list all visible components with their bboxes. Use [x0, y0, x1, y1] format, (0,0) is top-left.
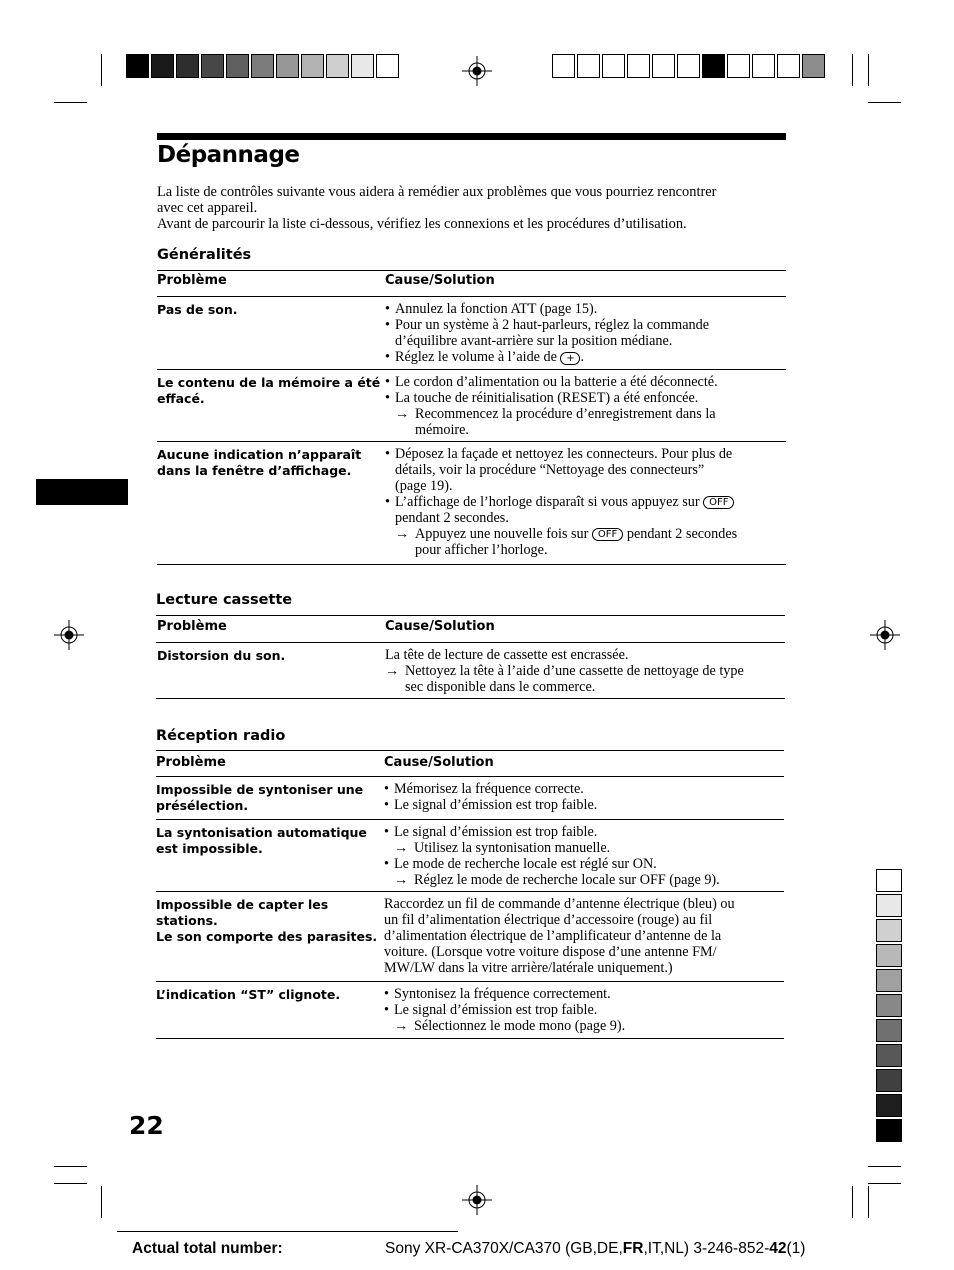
table-rule	[156, 981, 784, 982]
problem-cell	[156, 987, 340, 1003]
solution-line	[385, 478, 737, 494]
problem-text: La syntonisation automatique	[156, 825, 367, 840]
color-swatch	[876, 944, 902, 967]
color-swatch	[876, 1044, 902, 1067]
solution-text: Raccordez un fil de commande d’antenne électrique (bleu) ou	[384, 896, 735, 912]
color-swatch	[876, 969, 902, 992]
solution-text: Le signal d’émission est trop faible.	[394, 797, 598, 813]
color-swatch	[876, 894, 902, 917]
crop-mark	[868, 1186, 869, 1218]
table-rule	[157, 369, 786, 370]
column-header-problem: Problème	[157, 619, 227, 634]
solution-text: un fil d’alimentation électrique d’accessoire (rouge) au fil	[384, 912, 713, 928]
solution-line	[384, 824, 720, 840]
solution-text: pendant 2 secondes.	[395, 510, 509, 526]
plus-button-icon: +	[560, 352, 580, 365]
table-rule	[156, 1038, 784, 1039]
problem-cell	[157, 375, 380, 407]
color-swatch	[602, 54, 625, 78]
solution-text: sec disponible dans le commerce.	[405, 679, 596, 695]
problem-text: Impossible de syntoniser une	[156, 782, 364, 797]
solution-text: voiture. (Lorsque votre voiture dispose d’une antenne FM/	[384, 944, 717, 960]
intro-line: Avant de parcourir la liste ci-dessous, vérifiez les connexions et les procédures d’utilisation.	[157, 216, 687, 232]
problem-cell	[157, 648, 285, 664]
table-rule	[157, 270, 786, 271]
color-swatch	[876, 869, 902, 892]
solution-text-after: .	[580, 349, 584, 365]
solution-text: d’alimentation électrique de l’amplificateur d’antenne de la	[384, 928, 722, 944]
color-bar-right-side	[876, 869, 902, 1143]
bullet-icon: •	[384, 1002, 389, 1018]
bullet-icon: •	[385, 494, 390, 510]
solution-line	[384, 872, 720, 888]
crop-mark	[852, 54, 853, 86]
solution-cell	[385, 374, 718, 438]
crop-mark	[54, 1183, 87, 1184]
crop-mark	[868, 1183, 901, 1184]
table-rule	[156, 642, 785, 643]
table-rule	[157, 441, 786, 442]
problem-cell	[157, 302, 238, 318]
color-swatch	[677, 54, 700, 78]
table-rule	[156, 819, 784, 820]
color-swatch	[802, 54, 825, 78]
color-swatch	[552, 54, 575, 78]
color-swatch	[876, 1119, 902, 1142]
footer-model-bold2: 42	[769, 1240, 787, 1257]
solution-text: Syntonisez la fréquence correctement.	[394, 986, 611, 1002]
problem-text: Le contenu de la mémoire a été	[157, 375, 381, 390]
problem-text: est impossible.	[156, 841, 263, 856]
footer-rule	[117, 1231, 458, 1232]
arrow-right-icon: →	[394, 1018, 409, 1034]
bullet-icon: •	[384, 797, 389, 813]
problem-cell	[156, 897, 377, 945]
table-rule	[157, 564, 786, 565]
table-rule	[156, 750, 784, 751]
color-swatch	[301, 54, 324, 78]
solution-line	[385, 494, 737, 510]
crop-mark	[868, 1166, 901, 1167]
section-title: Réception radio	[156, 728, 286, 744]
problem-text: stations.	[156, 913, 218, 928]
solution-line	[385, 526, 737, 542]
color-swatch	[226, 54, 249, 78]
solution-line	[385, 542, 737, 558]
crop-mark	[54, 1166, 87, 1167]
problem-cell	[157, 447, 361, 479]
solution-line	[385, 663, 744, 679]
solution-line	[384, 840, 720, 856]
color-swatch	[201, 54, 224, 78]
arrow-right-icon: →	[395, 526, 410, 542]
bullet-icon: •	[384, 856, 389, 872]
table-rule	[156, 615, 785, 616]
crop-mark	[101, 1186, 102, 1218]
solution-text: Pour un système à 2 haut-parleurs, réglez la commande	[395, 317, 709, 333]
solution-line	[385, 374, 718, 390]
section-title: Généralités	[157, 247, 252, 263]
bullet-icon: •	[384, 986, 389, 1002]
color-swatch	[627, 54, 650, 78]
color-swatch	[577, 54, 600, 78]
solution-text: Nettoyez la tête à l’aide d’une cassette de nettoyage de type	[405, 663, 744, 679]
problem-text: Le son comporte des parasites.	[156, 929, 378, 944]
solution-line	[384, 781, 597, 797]
off-button-icon: OFF	[592, 528, 623, 541]
problem-cell	[156, 825, 367, 857]
crop-mark	[54, 102, 87, 103]
solution-text: Mémorisez la fréquence correcte.	[394, 781, 584, 797]
solution-text-after: pendant 2 secondes	[623, 526, 738, 542]
solution-line	[385, 647, 744, 663]
bullet-icon: •	[385, 349, 390, 365]
footer-model-mid: ,IT,NL) 3-246-852-	[643, 1240, 770, 1257]
intro-text	[157, 184, 797, 232]
footer-model	[385, 1240, 805, 1258]
crop-mark	[101, 54, 102, 86]
solution-line	[385, 462, 737, 478]
color-swatch	[351, 54, 374, 78]
solution-line	[385, 349, 709, 365]
solution-text: Appuyez une nouvelle fois sur	[415, 526, 589, 542]
problem-text: Aucune indication n’apparaît	[157, 447, 362, 462]
color-swatch	[727, 54, 750, 78]
solution-line	[385, 333, 709, 349]
color-swatch	[702, 54, 725, 78]
section-tab	[36, 479, 128, 505]
problem-text: L’indication “ST” clignote.	[156, 987, 341, 1002]
solution-line	[385, 390, 718, 406]
problem-text: Impossible de capter les	[156, 897, 329, 912]
column-header-solution: Cause/Solution	[384, 755, 494, 770]
solution-text: Annulez la fonction ATT (page 15).	[395, 301, 598, 317]
bullet-icon: •	[385, 446, 390, 462]
problem-cell	[156, 782, 363, 814]
solution-line	[385, 679, 744, 695]
off-button-icon: OFF	[703, 496, 734, 509]
page-title: Dépannage	[157, 142, 300, 168]
solution-line	[384, 856, 720, 872]
solution-line	[385, 406, 718, 422]
problem-text: dans la fenêtre d’affichage.	[157, 463, 352, 478]
intro-line: avec cet appareil.	[157, 200, 258, 216]
color-swatch	[276, 54, 299, 78]
solution-text: pour afficher l’horloge.	[415, 542, 548, 558]
registration-target-icon	[462, 1185, 492, 1215]
crop-mark	[852, 1186, 853, 1218]
solution-text: Réglez le mode de recherche locale sur OFF (page 9).	[414, 872, 720, 888]
column-header-problem: Problème	[157, 273, 227, 288]
footer-model-prefix: Sony XR-CA370X/CA370 (GB,DE,	[385, 1240, 623, 1257]
solution-text: Sélectionnez le mode mono (page 9).	[414, 1018, 626, 1034]
solution-text: Réglez le volume à l’aide de	[395, 349, 557, 365]
solution-text: Recommencez la procédure d’enregistrement dans la	[415, 406, 716, 422]
solution-cell	[385, 301, 709, 365]
problem-text: présélection.	[156, 798, 249, 813]
color-bar-top-right	[552, 54, 827, 78]
solution-cell	[384, 986, 625, 1034]
registration-target-icon	[462, 56, 492, 86]
column-header-solution: Cause/Solution	[385, 619, 495, 634]
solution-cell	[384, 781, 597, 813]
color-swatch	[176, 54, 199, 78]
solution-line	[384, 986, 625, 1002]
color-swatch	[777, 54, 800, 78]
problem-text: Pas de son.	[157, 302, 238, 317]
intro-line: La liste de contrôles suivante vous aidera à remédier aux problèmes que vous pourriez rencontrer	[157, 184, 717, 200]
table-rule	[156, 698, 785, 699]
solution-line	[384, 928, 735, 944]
crop-mark	[868, 54, 869, 86]
solution-text: Déposez la façade et nettoyez les connecteurs. Pour plus de	[395, 446, 733, 462]
arrow-right-icon: →	[385, 663, 400, 679]
color-bar-top-left	[126, 54, 401, 78]
solution-text: d’équilibre avant-arrière sur la position médiane.	[395, 333, 673, 349]
bullet-icon: •	[384, 824, 389, 840]
solution-text: Utilisez la syntonisation manuelle.	[414, 840, 611, 856]
color-swatch	[876, 1069, 902, 1092]
solution-text: Le cordon d’alimentation ou la batterie a été déconnecté.	[395, 374, 718, 390]
column-header-solution: Cause/Solution	[385, 273, 495, 288]
footer-model-bold: FR	[622, 1240, 644, 1257]
solution-text: La touche de réinitialisation (RESET) a été enfoncée.	[395, 390, 699, 406]
solution-line	[384, 797, 597, 813]
color-swatch	[752, 54, 775, 78]
solution-text: L’affichage de l’horloge disparaît si vous appuyez sur	[395, 494, 700, 510]
solution-text: Le signal d’émission est trop faible.	[394, 824, 598, 840]
solution-line	[385, 446, 737, 462]
bullet-icon: •	[384, 781, 389, 797]
solution-line	[385, 422, 718, 438]
solution-line	[385, 317, 709, 333]
solution-line	[384, 912, 735, 928]
color-swatch	[876, 994, 902, 1017]
color-swatch	[251, 54, 274, 78]
solution-line	[385, 510, 737, 526]
column-header-problem: Problème	[156, 755, 226, 770]
solution-text: (page 19).	[395, 478, 453, 494]
color-swatch	[876, 1019, 902, 1042]
solution-cell	[384, 896, 735, 976]
table-rule	[156, 776, 784, 777]
bullet-icon: •	[385, 390, 390, 406]
problem-text: Distorsion du son.	[157, 648, 286, 663]
solution-text: détails, voir la procédure “Nettoyage des connecteurs”	[395, 462, 705, 478]
color-swatch	[151, 54, 174, 78]
color-swatch	[376, 54, 399, 78]
problem-text: effacé.	[157, 391, 205, 406]
solution-line	[384, 944, 735, 960]
arrow-right-icon: →	[394, 872, 409, 888]
solution-text: Le mode de recherche locale est réglé sur ON.	[394, 856, 657, 872]
registration-target-icon	[870, 620, 900, 650]
color-swatch	[326, 54, 349, 78]
solution-text: Le signal d’émission est trop faible.	[394, 1002, 598, 1018]
solution-line	[385, 301, 709, 317]
arrow-right-icon: →	[395, 406, 410, 422]
solution-cell	[384, 824, 720, 888]
solution-cell	[385, 647, 744, 695]
title-rule	[157, 133, 786, 140]
bullet-icon: •	[385, 317, 390, 333]
solution-text: MW/LW dans la vitre arrière/latérale uniquement.)	[384, 960, 673, 976]
registration-target-icon	[54, 620, 84, 650]
crop-mark	[868, 102, 901, 103]
table-rule	[156, 891, 784, 892]
section-title: Lecture cassette	[156, 592, 293, 608]
bullet-icon: •	[385, 301, 390, 317]
bullet-icon: •	[385, 374, 390, 390]
footer-model-suffix: (1)	[786, 1240, 806, 1257]
page-number: 22	[129, 1111, 164, 1140]
arrow-right-icon: →	[394, 840, 409, 856]
color-swatch	[126, 54, 149, 78]
color-swatch	[652, 54, 675, 78]
solution-line	[384, 960, 735, 976]
solution-line	[384, 896, 735, 912]
table-rule	[157, 296, 786, 297]
solution-line	[384, 1002, 625, 1018]
color-swatch	[876, 919, 902, 942]
solution-text: La tête de lecture de cassette est encrassée.	[385, 647, 629, 663]
solution-cell	[385, 446, 737, 558]
footer-label: Actual total number:	[132, 1240, 283, 1257]
solution-line	[384, 1018, 625, 1034]
solution-text: mémoire.	[415, 422, 469, 438]
color-swatch	[876, 1094, 902, 1117]
